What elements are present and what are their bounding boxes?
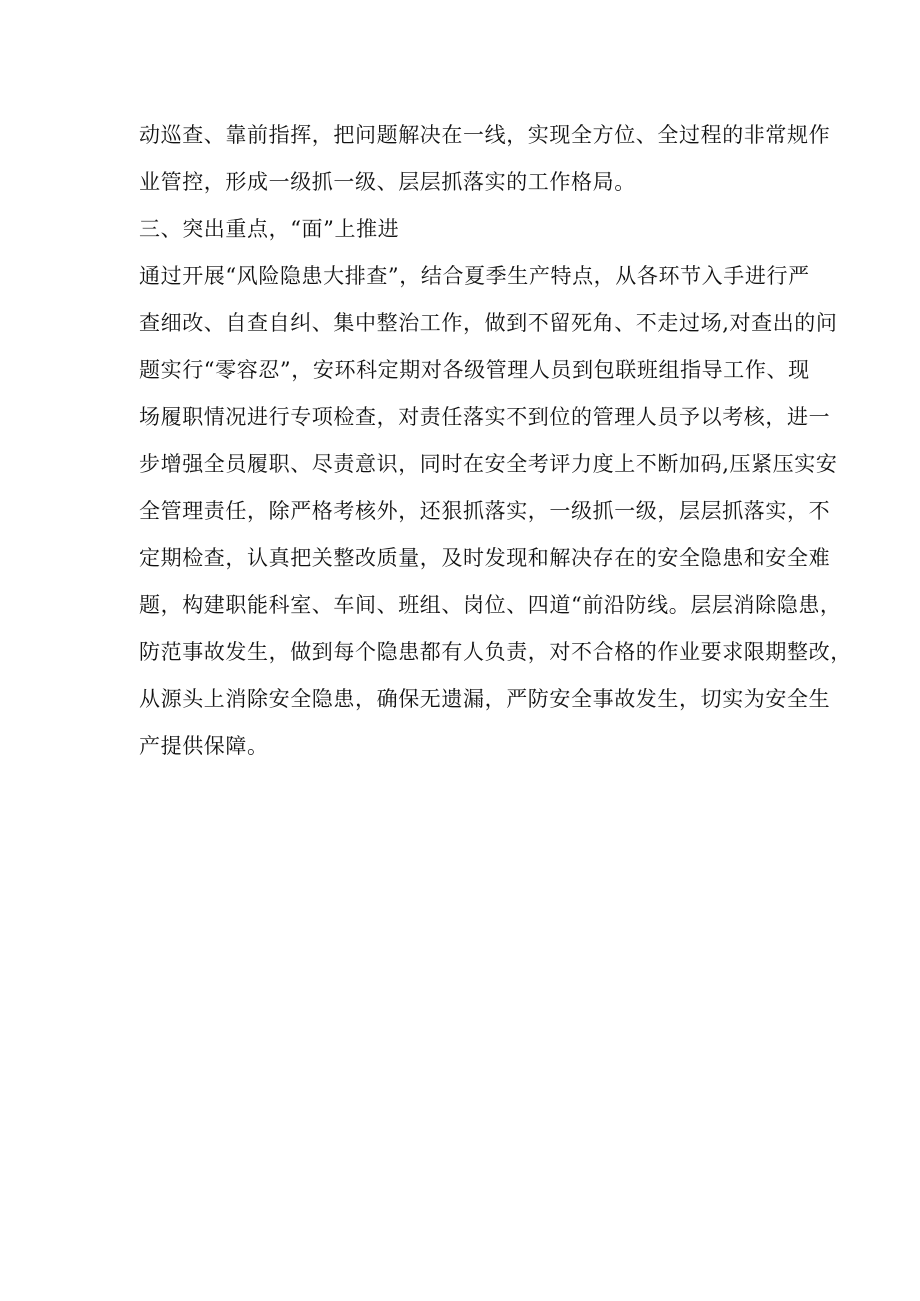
- text-line: 防范事故发生，做到每个隐患都有人负责，对不合格的作业要求限期整改，: [139, 640, 852, 664]
- paragraph-continuation: [139, 112, 831, 206]
- text-line: 通过开展“风险隐患大排查”，结合夏季生产特点，从各环节入手进行严: [139, 264, 810, 288]
- text-line: 产提供保障。: [139, 734, 269, 758]
- text-line: 题，构建职能科室、车间、班组、岗位、四道“前沿防线。层层消除隐患，: [139, 593, 842, 617]
- text-line: 从源头上消除安全隐患，确保无遗漏，严防安全事故发生，切实为安全生: [139, 687, 831, 711]
- text-line: 步增强全员履职、尽责意识，同时在安全考评力度上不断加码,压紧压实安: [139, 452, 838, 476]
- text-line: 动巡查、靠前指挥，把问题解决在一线，实现全方位、全过程的非常规作: [139, 123, 831, 147]
- text-line: 业管控，形成一级抓一级、层层抓落实的工作格局。: [139, 170, 636, 194]
- text-line: 查细改、自查自纠、集中整治工作，做到不留死角、不走过场,对查出的问: [139, 311, 838, 335]
- text-line: 题实行“零容忍”，安环科定期对各级管理人员到包联班组指导工作、现: [139, 358, 810, 382]
- document-body: [139, 112, 852, 770]
- text-line: 定期检查，认真把关整改质量，及时发现和解决存在的安全隐患和安全难: [139, 546, 831, 570]
- paragraph-section-3: [139, 253, 852, 770]
- text-line: 场履职情况进行专项检查，对责任落实不到位的管理人员予以考核，进一: [139, 405, 831, 429]
- section-heading: 三、突出重点，“面”上推进: [139, 217, 400, 241]
- text-line: 全管理责任，除严格考核外，还狠抓落实，一级抓一级，层层抓落实，不: [139, 499, 831, 523]
